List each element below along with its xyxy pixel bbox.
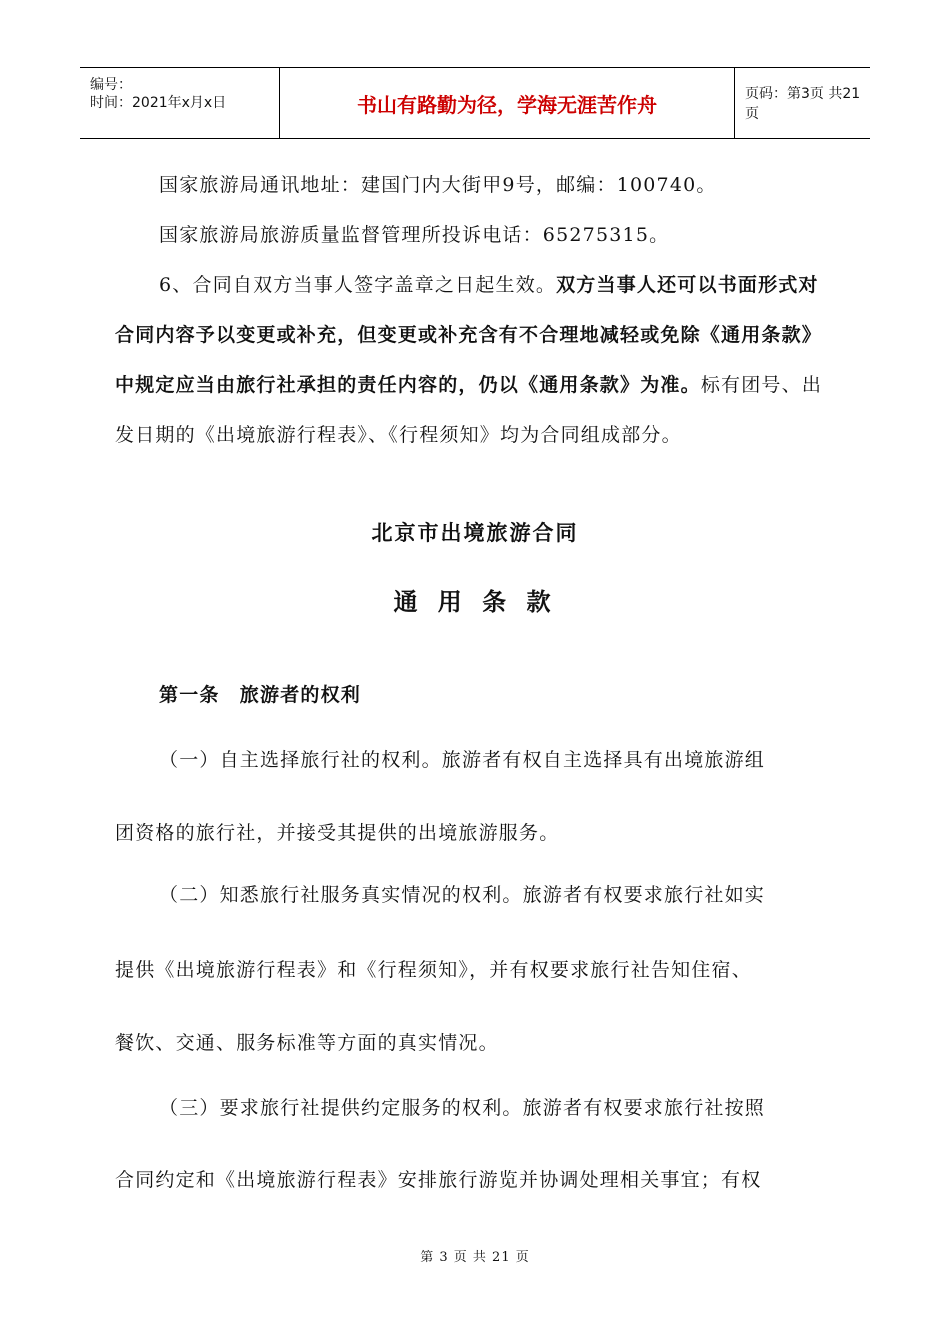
address-line: 国家旅游局通讯地址：建国门内大街甲9号，邮编：100740。: [159, 174, 717, 196]
item-6-text-start: 6、合同自双方当事人签字盖章之日起生效。: [159, 274, 557, 296]
item-6-text-end: 标有团号、出发日期的《出境旅游行程表》、《行程须知》均为合同组成部分。: [115, 374, 823, 446]
contract-title: 北京市出境旅游合同: [371, 520, 579, 545]
item-6-bold-text: 双方当事人还可以书面形式对合同内容予以变更或补充，但变更或补充含有不合理地减轻或免除《通用条款》中规定应当由旅行社承担的责任内容的，仍以《通用条款》为准。: [115, 274, 823, 396]
header-meta: [80, 68, 280, 138]
page-footer: 第 3 页 共 21 页: [420, 1250, 530, 1265]
phone-line: 国家旅游局旅游质量监督管理所投诉电话：65275315。: [159, 224, 670, 246]
clause-1-line-1: （一）自主选择旅行社的权利。旅游者有权自主选择具有出境旅游组: [159, 749, 766, 771]
document-time-label: 时间：2021年x月x日: [90, 95, 227, 111]
header-motto: 书山有路勤为径，学海无涯苦作舟: [280, 68, 735, 138]
header-page-info: 页码：第3页 共21页: [745, 86, 861, 122]
article-1-heading: 第一条 旅游者的权利: [159, 684, 362, 706]
clause-2-line-2: 提供《出境旅游行程表》和《行程须知》，并有权要求旅行社告知住宿、: [115, 959, 752, 981]
clause-2-line-3: 餐饮、交通、服务标准等方面的真实情况。: [115, 1032, 499, 1054]
clause-3-line-2: 合同约定和《出境旅游行程表》安排旅行游览并协调处理相关事宜；有权: [115, 1169, 762, 1191]
item-6-paragraph: [115, 260, 835, 460]
document-number-label: 编号：: [90, 77, 132, 93]
clause-3-line-1: （三）要求旅行社提供约定服务的权利。旅游者有权要求旅行社按照: [159, 1097, 766, 1119]
clause-2-line-1: （二）知悉旅行社服务真实情况的权利。旅游者有权要求旅行社如实: [159, 884, 766, 906]
page-header: [80, 67, 870, 139]
clause-1-line-2: 团资格的旅行社，并接受其提供的出境旅游服务。: [115, 822, 560, 844]
contract-subtitle: 通 用 条 款: [393, 587, 557, 616]
